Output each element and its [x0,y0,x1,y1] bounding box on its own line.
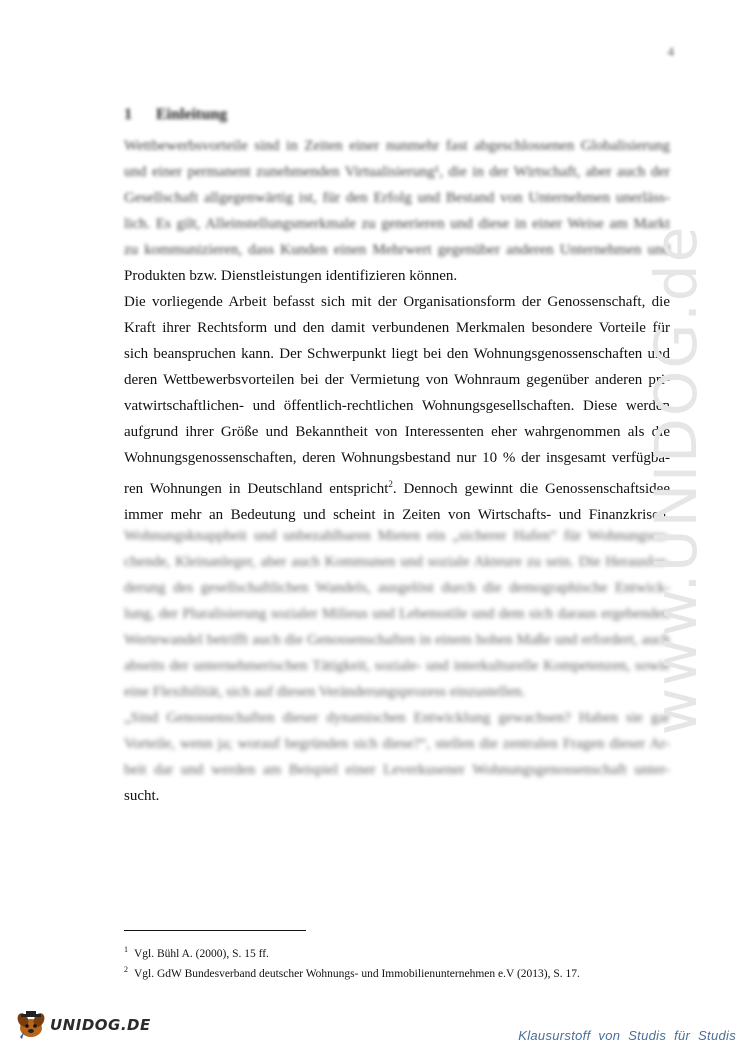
text-line: Kraft ihrer Rechtsform und den damit verbundenen Merkmalen besondere Vorteile für [124,320,670,336]
page-number: 4 [667,44,674,59]
brand-name: UNIDOG.DE [50,1016,151,1034]
tagline [518,1028,736,1043]
footnote-item [124,942,670,962]
text-line: vatwirtschaftlichen- und öffentlich-rechtlichen Wohnungsgesellschaften. Diese werden [124,398,670,414]
blurred-line: „Sind Genossenschaften dieser dynamischen Entwicklung gewachsen? Haben sie gar [124,710,670,726]
blurred-line: Vorteile, wenn ja; worauf begründen sich diese?“, stellen die zentralen Fragen dieser Ar- [124,736,670,752]
blurred-line: lich. Es gilt, Alleinstellungsmerkmale zu generieren und diese in einer Weise am Markt [124,216,670,232]
footnote-text: Vgl. GdW Bundesverband deutscher Wohnungs- und Immobilienunternehmen e.V (2013), S. 17. [134,967,580,980]
blurred-line: Gesellschaft allgegenwärtig ist, für den Erfolg und Bestand von Unternehmen unerläss- [124,190,670,206]
footnote-separator [124,930,306,931]
footnotes [124,942,670,982]
text-line: aufgrund ihrer Größe und Bekanntheit von Interessenten eher wahrgenommen als die [124,424,670,440]
blurred-line: chende, Kleinanleger, aber auch Kommunen und soziale Akteure zu sein. Die Herausfor- [124,554,670,570]
blurred-line: eine Flexibilität, sich auf diesen Veränderungsprozess einzustellen. [124,684,526,700]
paragraph-main-blurred [124,523,670,705]
footnote-text: Vgl. Bühl A. (2000), S. 15 ff. [134,947,269,960]
text-line [124,471,670,502]
footnote-item [124,962,670,982]
tagline-word: für [674,1028,691,1043]
tagline-word: Studis [698,1028,736,1043]
blurred-line: zu kommunizieren, dass Kunden einen Mehrwert gegenüber anderen Unternehmen und [124,242,670,258]
blurred-line: abseits der unternehmerischen Tätigkeit, soziale- und interkulturelle Kompetenzen, sowie [124,658,670,674]
text-line: Produkten bzw. Dienstleistungen identifizieren können. [124,268,458,284]
dog-icon [14,1010,48,1040]
paragraph-intro [124,133,670,289]
text-line: sich beanspruchen kann. Der Schwerpunkt liegt bei den Wohnungsgenossenschaften und [124,346,670,362]
text-line: sucht. [124,788,160,804]
section-heading [124,106,251,124]
brand-logo[interactable] [14,1010,151,1040]
heading-title: Einleitung [156,106,228,123]
text-line: Wohnungsgenossenschaften, deren Wohnungsbestand nur 10 % der insgesamt verfügba- [124,450,670,466]
heading-number: 1 [124,106,132,123]
tagline-word: von [598,1028,621,1043]
text-line: deren Wettbewerbsvorteilen bei der Vermietung von Wohnraum gegenüber anderen pri- [124,372,670,388]
blurred-line: und einer permanent zunehmenden Virtualisierung¹, die in der Wirtschaft, aber auch der [124,164,670,180]
footnote-number: 1 [124,945,128,954]
tagline-word: Studis [628,1028,667,1043]
text-line: Die vorliegende Arbeit befasst sich mit der Organisationsform der Genossenschaft, die [124,294,670,310]
tagline-word: Klausurstoff [518,1028,591,1043]
blurred-line: Wohnungsknappheit und unbezahlbaren Mieten ein „sicherer Hafen“ für Wohnungssu- [124,528,670,544]
text-fragment: . Dennoch gewinnt die Genossenschaftsidee [392,481,670,497]
text-fragment: ren Wohnungen in Deutschland entspricht [124,481,389,497]
footnote-number: 2 [124,964,128,974]
blurred-line: Wertewandel betrifft auch die Genossenschaften in einem hohen Maße und erfordert, auch [124,632,670,648]
watermark: www.UNIDOG.de [642,224,710,736]
blurred-line: beit dar und werden am Beispiel einer Leverkusener Wohnungsgenossenschaft unter- [124,762,670,778]
blurred-line: derung des gesellschaftlichen Wandels, ausgelöst durch die demographische Entwick- [124,580,670,596]
text-line: immer mehr an Bedeutung und scheint in Zeiten von Wirtschafts- und Finanzkrisen, [124,507,670,523]
blurred-line: Wettbewerbsvorteile sind in Zeiten einer nunmehr fast abgeschlossenen Globalisierung [124,138,670,154]
blurred-line: lung, der Pluralisierung sozialer Milieus und Lebensstile und dem sich daraus ergebenden [124,606,670,622]
footnote-reference: 2 [388,479,393,489]
paragraph-questions [124,705,670,809]
paragraph-main [124,289,670,528]
